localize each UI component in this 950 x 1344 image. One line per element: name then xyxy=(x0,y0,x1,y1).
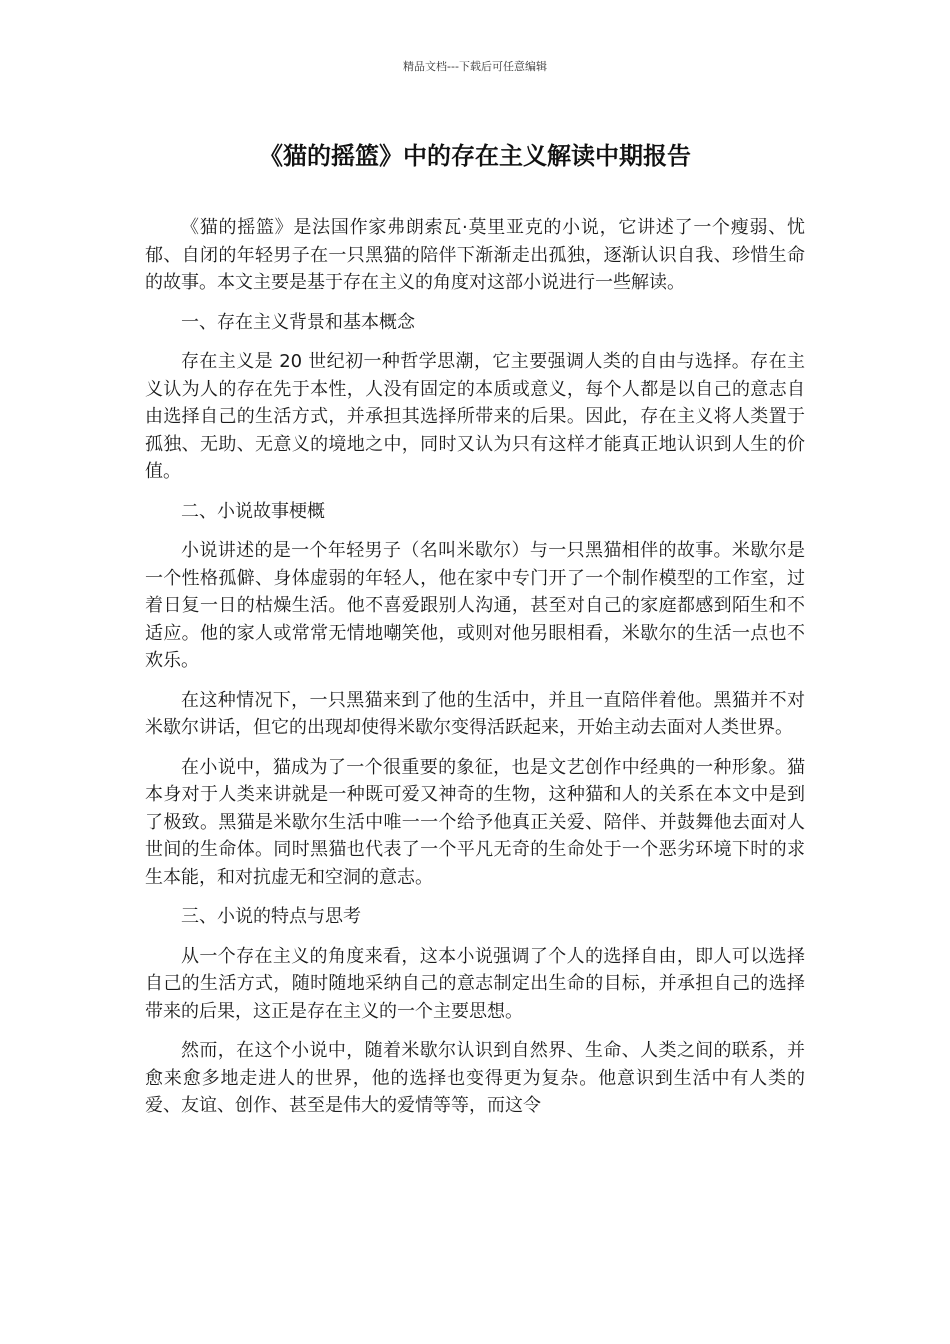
paragraph-black-cat-arrival: 在这种情况下，一只黑猫来到了他的生活中，并且一直陪伴着他。黑猫并不对米歇尔讲话，但它的出现却使得米歇尔变得活跃起来，开始主动去面对人类世界。 xyxy=(145,689,805,738)
paragraph-complex-choices: 然而，在这个小说中，随着米歇尔认识到自然界、生命、人类之间的联系，并愈来愈多地走进人的世界，他的选择也变得更为复杂。他意识到生活中有人类的爱、友谊、创作、甚至是伟大的爱情等等，而这令 xyxy=(145,1040,805,1116)
paragraph-choice-freedom: 从一个存在主义的角度来看，这本小说强调了个人的选择自由，即人可以选择自己的生活方式，随时随地采纳自己的意志制定出生命的目标，并承担自己的选择带来的后果，这正是存在主义的一个主要思想。 xyxy=(145,945,805,1022)
paragraph-existentialism-definition: 存在主义是 20 世纪初一种哲学思潮，它主要强调人类的自由与选择。存在主义认为人的存在先于本性，人没有固定的本质或意义，每个人都是以自己的意志自由选择自己的生活方式，并承担其选择所带来的后果。因此，存在主义将人类置于孤独、无助、无意义的境地之中，同时又认为只有这样才能真正地认识到人生的价值。 xyxy=(145,351,805,482)
paragraph-synopsis-michel: 小说讲述的是一个年轻男子（名叫米歇尔）与一只黑猫相伴的故事。米歇尔是一个性格孤僻、身体虚弱的年轻人，他在家中专门开了一个制作模型的工作室，过着日复一日的枯燥生活。他不喜爱跟别人沟通，甚至对自己的家庭都感到陌生和不适应。他的家人或常常无情地嘲笑他，或则对他另眼相看，米歇尔的生活一点也不欢乐。 xyxy=(145,540,805,671)
document-body xyxy=(145,214,805,1132)
section-heading-features: 三、小说的特点与思考 xyxy=(181,906,361,927)
intro-paragraph: 《猫的摇篮》是法国作家弗朗索瓦·莫里亚克的小说，它讲述了一个瘦弱、忧郁、自闭的年轻男子在一只黑猫的陪伴下渐渐走出孤独，逐渐认识自我、珍惜生命的故事。本文主要是基于存在主义的角度对这部小说进行一些解读。 xyxy=(145,217,805,293)
paragraph-cat-symbol: 在小说中，猫成为了一个很重要的象征，也是文艺创作中经典的一种形象。猫本身对于人类来讲就是一种既可爱又神奇的生物，这种猫和人的关系在本文中是到了极致。黑猫是米歇尔生活中唯一一个给予他真正关爱、陪伴、并鼓舞他去面对人世间的生命体。同时黑猫也代表了一个平凡无奇的生命处于一个恶劣环境下时的求生本能，和对抗虚无和空洞的意志。 xyxy=(145,756,805,888)
document-title: 《猫的摇篮》中的存在主义解读中期报告 xyxy=(259,142,691,170)
header-note: 精品文档---下载后可任意编辑 xyxy=(403,60,547,73)
section-heading-synopsis: 二、小说故事梗概 xyxy=(181,500,325,522)
section-heading-background: 一、存在主义背景和基本概念 xyxy=(181,311,415,333)
